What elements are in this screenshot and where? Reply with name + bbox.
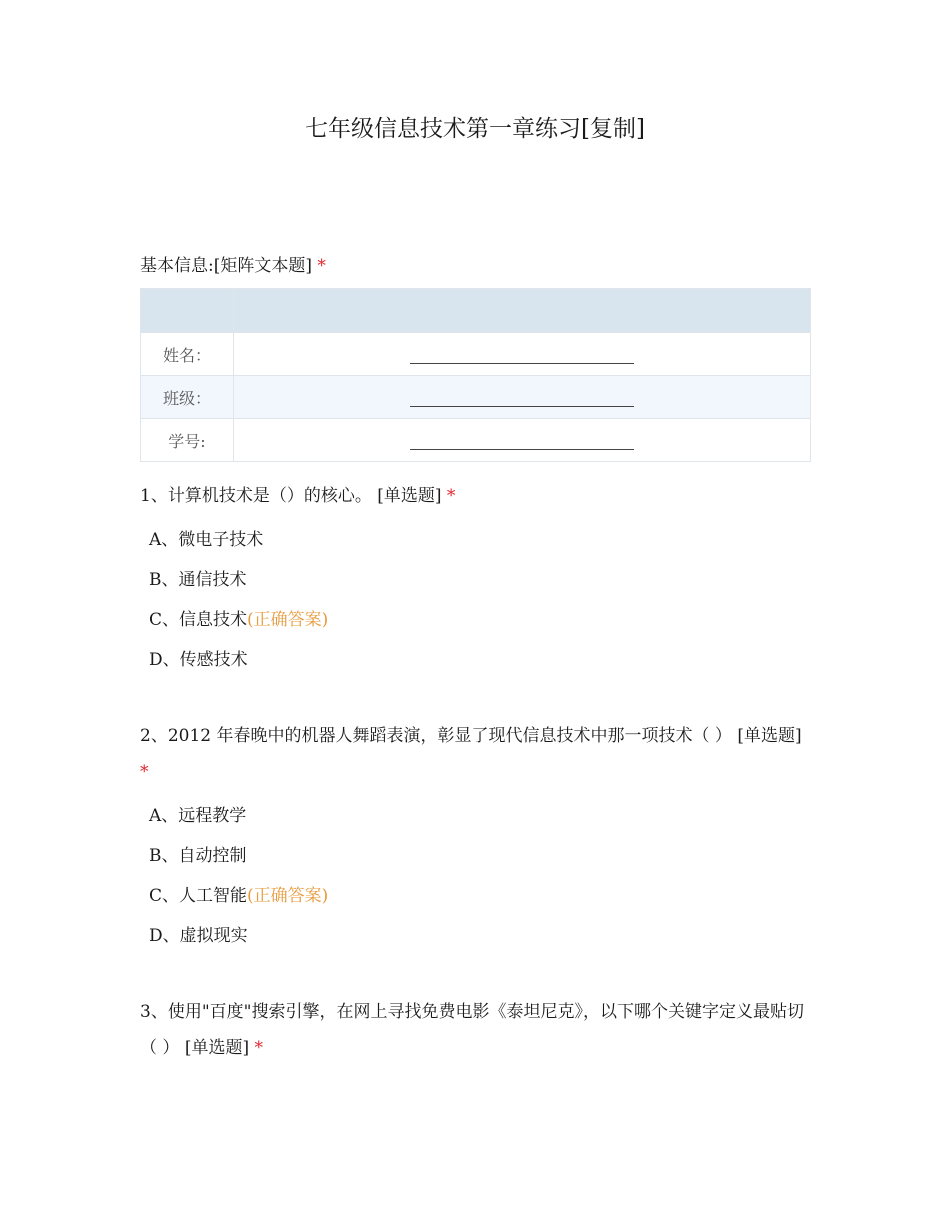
question-type-tag: [矩阵文本题] [213, 256, 312, 276]
option-text: B、自动控制 [149, 846, 247, 866]
matrix-row-input-cell[interactable] [234, 333, 811, 376]
question-text: 计算机技术是（）的核心。 [167, 486, 372, 506]
correct-answer-tag: (正确答案) [247, 886, 329, 906]
option-c[interactable] [140, 600, 811, 640]
option-list [140, 520, 811, 680]
question-text: 使用"百度"搜索引擎，在网上寻找免费电影《泰坦尼克》，以下哪个关键字定义最贴切（ ） [140, 1002, 804, 1058]
matrix-table [140, 288, 811, 462]
option-text: D、虚拟现实 [149, 926, 248, 946]
option-c[interactable] [140, 876, 811, 916]
question-2 [140, 718, 811, 956]
name-blank-field[interactable] [410, 345, 634, 364]
matrix-row-student-id [141, 419, 811, 462]
correct-answer-tag: (正确答案) [247, 610, 329, 630]
question-1 [140, 478, 811, 680]
option-b[interactable] [140, 836, 811, 876]
question-3 [140, 994, 811, 1066]
option-text: A、远程教学 [149, 806, 247, 826]
matrix-question-title [140, 248, 811, 284]
page-title: 七年级信息技术第一章练习[复制] [305, 116, 645, 142]
matrix-row-label: 班级： [141, 376, 234, 419]
option-b[interactable] [140, 560, 811, 600]
question-text: 2012 年春晚中的机器人舞蹈表演，彰显了现代信息技术中那一项技术（ ） [167, 726, 732, 746]
matrix-row-label: 学号: [141, 419, 234, 462]
matrix-row-name [141, 333, 811, 376]
question-number: 2、 [140, 726, 168, 746]
option-text: D、传感技术 [149, 650, 248, 670]
required-mark: * [140, 762, 149, 782]
option-d[interactable] [140, 640, 811, 680]
option-text: C、人工智能 [149, 886, 248, 906]
class-blank-field[interactable] [410, 388, 634, 407]
question-title [140, 478, 811, 514]
matrix-row-label: 姓名： [141, 333, 234, 376]
matrix-header-input-cell [234, 289, 811, 333]
required-mark: * [446, 486, 456, 506]
option-a[interactable] [140, 796, 811, 836]
option-list [140, 796, 811, 956]
required-mark: * [317, 256, 326, 276]
option-text: C、信息技术 [149, 610, 248, 630]
matrix-header-label-cell [141, 289, 234, 333]
option-d[interactable] [140, 916, 811, 956]
matrix-question-text: 基本信息: [140, 256, 214, 276]
required-mark: * [254, 1038, 263, 1058]
option-a[interactable] [140, 520, 811, 560]
option-text: B、通信技术 [149, 570, 247, 590]
question-type-tag: [单选题] [737, 726, 802, 746]
matrix-row-input-cell[interactable] [234, 376, 811, 419]
question-title [140, 718, 811, 790]
question-type-tag: [单选题] [377, 486, 442, 506]
student-id-blank-field[interactable] [410, 431, 634, 450]
question-number: 3、 [140, 1002, 168, 1022]
question-number: 1、 [140, 486, 168, 506]
survey-content [140, 248, 811, 1066]
matrix-row-class [141, 376, 811, 419]
question-type-tag: [单选题] [184, 1038, 250, 1058]
question-title [140, 994, 811, 1066]
matrix-header-row [141, 289, 811, 333]
matrix-row-input-cell[interactable] [234, 419, 811, 462]
option-text: A、微电子技术 [149, 530, 264, 550]
